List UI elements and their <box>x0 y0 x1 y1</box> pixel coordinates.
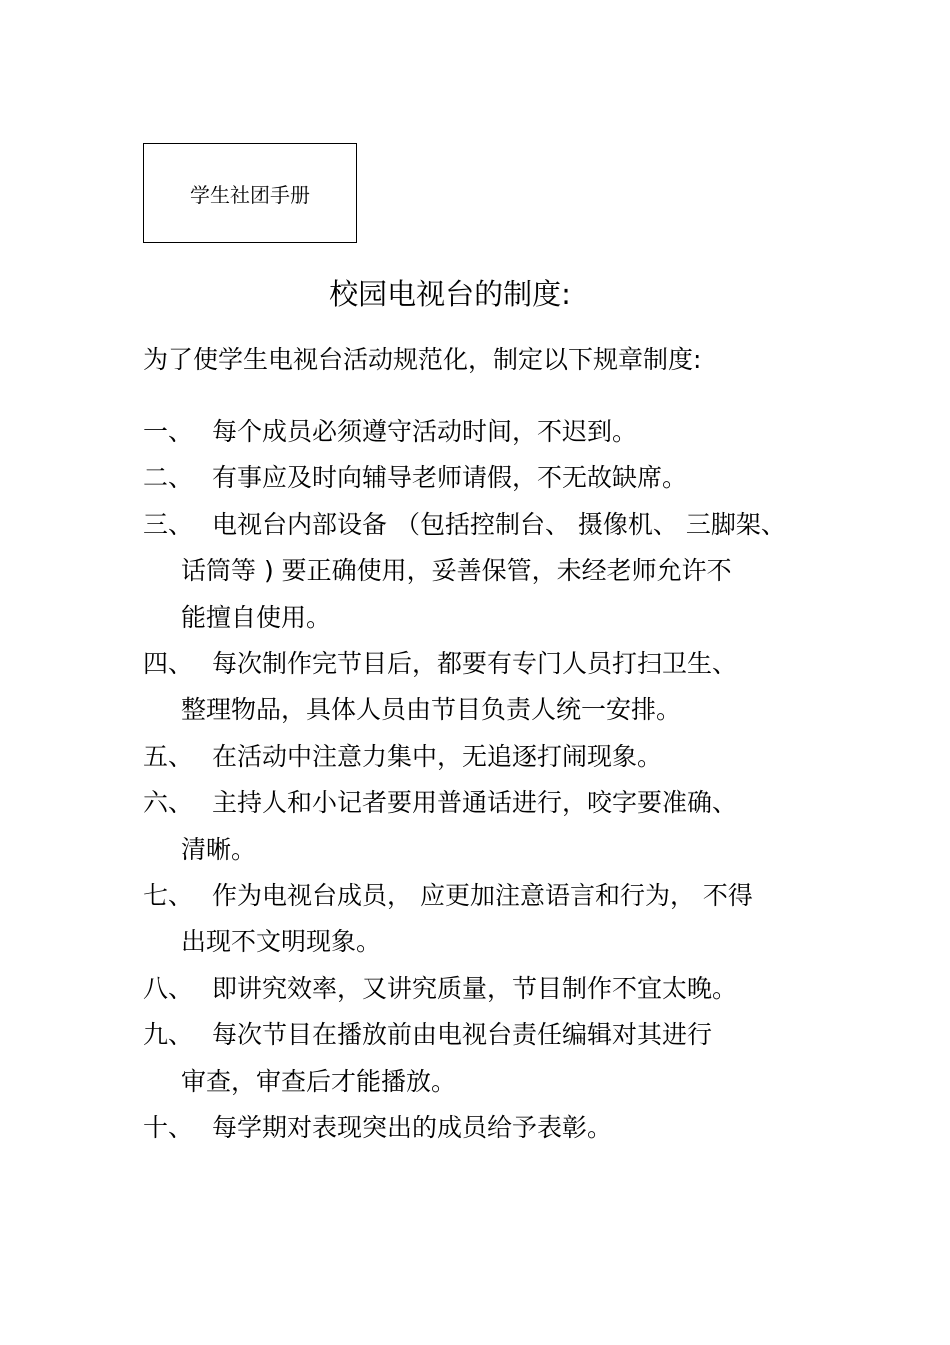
rule-number: 六、 <box>143 788 194 818</box>
rule-number: 十、 <box>143 1113 194 1143</box>
rule-item <box>143 502 843 641</box>
rule-text-line: 每个成员必须遵守活动时间，不迟到。 <box>212 417 638 446</box>
rule-text-line: 即讲究效率，又讲究质量，节目制作不宜太晚。 <box>212 973 738 1003</box>
rule-text-line: 出现不文明现象。 <box>181 927 382 957</box>
rule-number: 八、 <box>143 973 194 1003</box>
rule-item <box>143 873 843 966</box>
rule-list <box>143 409 843 1152</box>
rule-text-line: 有事应及时向辅导老师请假，不无故缺席。 <box>212 463 688 493</box>
rule-text-line: 主持人和小记者要用普通话进行，咬字要准确、 <box>212 788 738 818</box>
page-title: 校园电视台的制度: <box>329 277 571 311</box>
rule-text-line: 整理物品，具体人员由节目负责人统一安排。 <box>181 695 682 725</box>
intro-paragraph: 为了使学生电视台活动规范化，制定以下规章制度: <box>143 345 702 374</box>
rule-item <box>143 1105 843 1151</box>
rule-number: 四、 <box>143 649 194 679</box>
rule-text-line: 话筒等 ) 要正确使用，妥善保管，未经老师允许不 <box>181 556 732 586</box>
rule-item <box>143 409 843 455</box>
handbook-label: 学生社团手册 <box>190 182 310 207</box>
rule-number: 五、 <box>143 741 194 771</box>
rule-text-line: 审查，审查后才能播放。 <box>181 1066 457 1096</box>
rule-item <box>143 780 843 873</box>
rule-item <box>143 966 843 1012</box>
rule-number: 七、 <box>143 881 194 911</box>
rule-text-line: 电视台内部设备 （包括控制台、 摄像机、 三脚架、 <box>212 509 786 539</box>
rule-item <box>143 734 843 780</box>
rule-text-line: 每次节目在播放前由电视台责任编辑对其进行 <box>212 1020 713 1050</box>
rule-text-line: 每学期对表现突出的成员给予表彰。 <box>212 1113 613 1143</box>
handbook-label-box <box>143 143 357 243</box>
rule-text-line: 作为电视台成员， 应更加注意语言和行为， 不得 <box>212 881 753 911</box>
rule-text-line: 能擅自使用。 <box>181 602 332 632</box>
rule-item <box>143 1012 843 1105</box>
rule-number: 三、 <box>143 509 194 539</box>
rule-number: 二、 <box>143 463 194 493</box>
rule-text-line: 在活动中注意力集中，无追逐打闹现象。 <box>212 741 663 771</box>
rule-item <box>143 641 843 734</box>
rule-number: 一、 <box>143 417 194 446</box>
rule-number: 九、 <box>143 1020 194 1050</box>
rule-text-line: 清晰。 <box>181 834 257 864</box>
rule-text-line: 每次制作完节目后，都要有专门人员打扫卫生、 <box>212 649 738 679</box>
rule-item <box>143 455 843 501</box>
